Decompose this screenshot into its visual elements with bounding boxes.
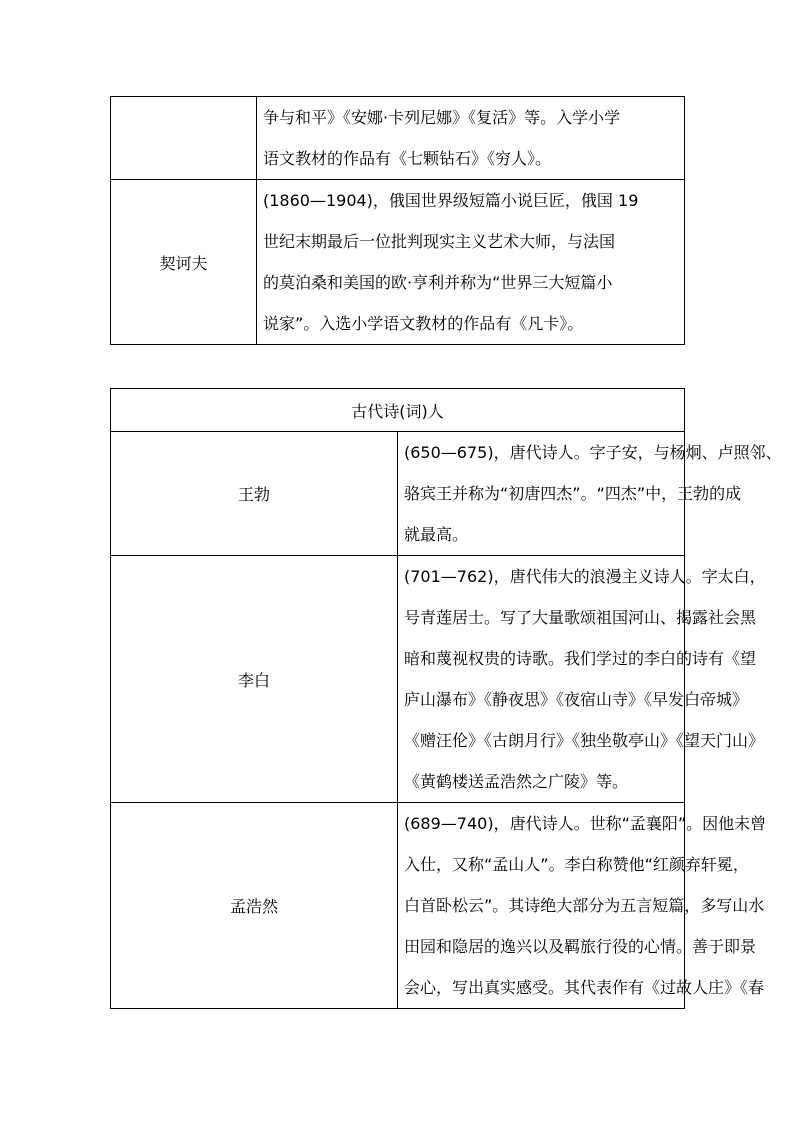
author-name-cell xyxy=(111,97,257,180)
table-row xyxy=(111,432,685,556)
poet-name-cell: 孟浩然 xyxy=(111,803,398,1009)
description-line: 骆宾王并称为“初唐四杰”。“四杰”中，王勃的成 xyxy=(404,484,742,503)
author-description-cell xyxy=(257,97,685,180)
table-row xyxy=(111,180,685,345)
ancient-poets-table xyxy=(110,388,782,1009)
description-line: 会心，写出真实感受。其代表作有《过故人庄》《春 xyxy=(404,978,765,997)
table-row xyxy=(111,97,685,180)
poet-name-cell: 李白 xyxy=(111,556,398,803)
description-line: 语文教材的作品有《七颗钻石》《穷人》。 xyxy=(263,149,552,168)
poet-description-cell xyxy=(398,556,766,803)
table-row xyxy=(111,803,685,1009)
description-line: 就最高。 xyxy=(404,525,469,544)
description-line: 号青莲居士。写了大量歌颂祖国河山、揭露社会黑 xyxy=(404,608,757,627)
poet-description-cell xyxy=(398,432,782,556)
description-line: 《黄鹤楼送孟浩然之广陵》等。 xyxy=(404,772,629,791)
description-line: 争与和平》《安娜·卡列尼娜》《复活》等。入学小学 xyxy=(263,108,621,127)
description-line: 暗和蔑视权贵的诗歌。我们学过的李白的诗有《望 xyxy=(404,649,757,668)
table-row xyxy=(111,556,685,803)
table-header: 古代诗(词)人 xyxy=(111,389,685,432)
author-description-cell xyxy=(257,180,685,345)
description-line: 世纪末期最后一位批判现实主义艺术大师，与法国 xyxy=(263,232,616,251)
poet-name-cell: 王勃 xyxy=(111,432,398,556)
table-header-row xyxy=(111,389,685,432)
description-line: (701—762)，唐代伟大的浪漫主义诗人。字太白， xyxy=(404,567,766,586)
description-line: 田园和隐居的逸兴以及羁旅行役的心情。善于即景 xyxy=(404,937,757,956)
description-line: 白首卧松云”。其诗绝大部分为五言短篇，多写山水 xyxy=(404,896,765,915)
description-line: 说家”。入选小学语文教材的作品有《凡卡》。 xyxy=(263,314,584,333)
description-line: 《赠汪伦》《古朗月行》《独坐敬亭山》《望天门山》 xyxy=(404,731,765,750)
authors-table-continued xyxy=(110,96,685,345)
description-line: 的莫泊桑和美国的欧·亨利并称为“世界三大短篇小 xyxy=(263,273,613,292)
description-line: (1860—1904)，俄国世界级短篇小说巨匠，俄国 19 xyxy=(263,191,639,210)
author-name-cell: 契诃夫 xyxy=(111,180,257,345)
description-line: 庐山瀑布》《静夜思》《夜宿山寺》《早发白帝城》 xyxy=(404,690,749,709)
poet-description-cell xyxy=(398,803,767,1009)
description-line: (689—740)，唐代诗人。世称“孟襄阳”。因他未曾 xyxy=(404,814,767,833)
description-line: (650—675)，唐代诗人。字子安，与杨炯、卢照邻、 xyxy=(404,443,782,462)
description-line: 入仕，又称“孟山人”。李白称赞他“红颜弃轩冕， xyxy=(404,855,749,874)
